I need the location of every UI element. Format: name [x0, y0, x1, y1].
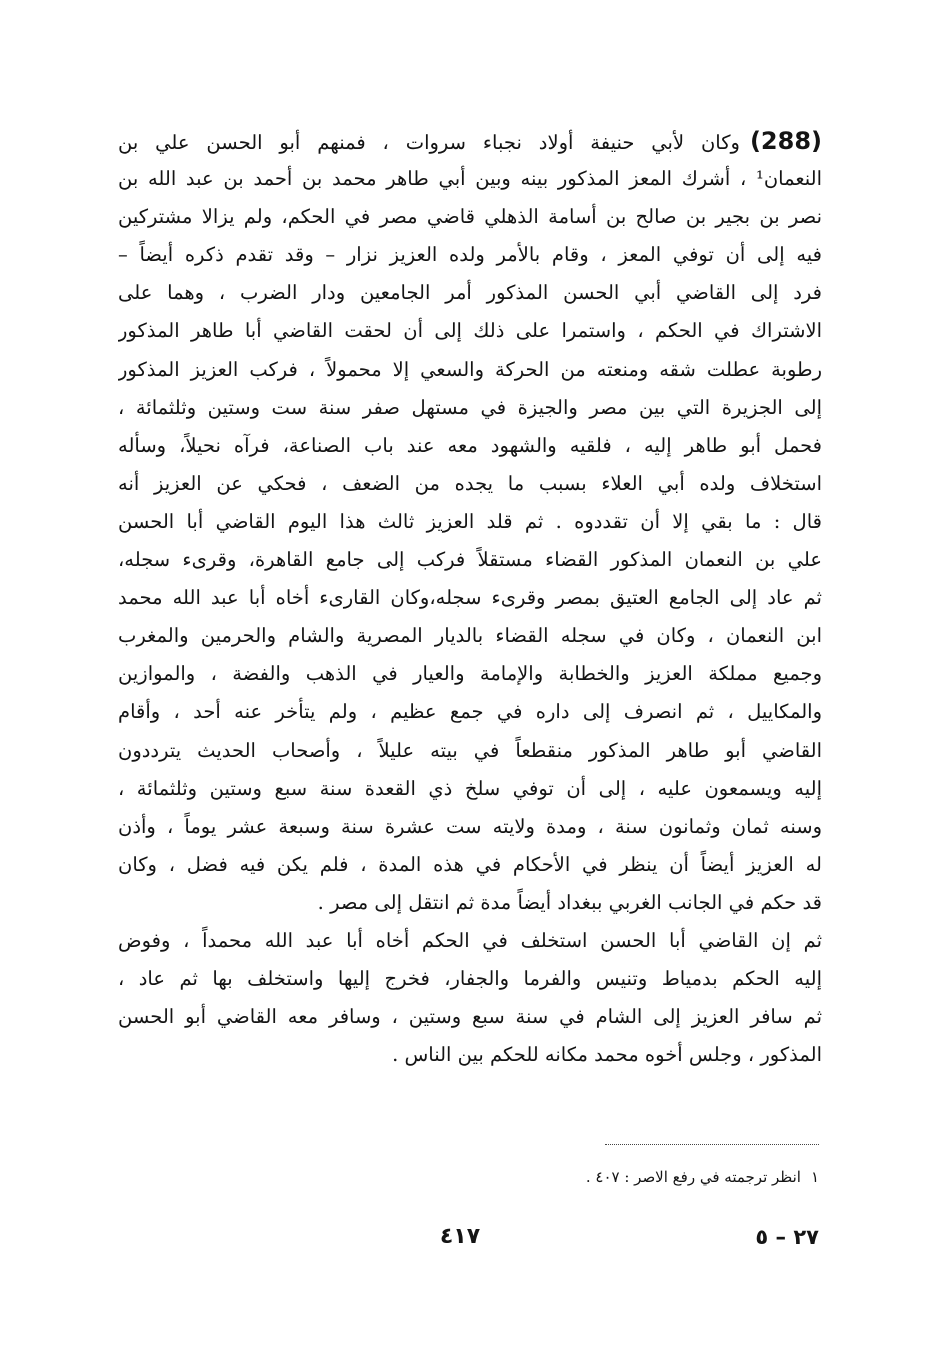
- text-line-15: وجميع مملكة العزيز والخطابة والإمامة والعيار في الذهب والفضة ، والموازين: [118, 662, 822, 686]
- text-line-1-content: وكان لأبي حنيفة أولاد نجباء سروات ، فمنهم أبو الحسن علي بن: [118, 131, 740, 154]
- text-line-3: نصر بن بجير بن صالح بن أسامة الذهلي قاضي مصر في الحكم، ولم يزالا مشتركين: [118, 205, 822, 229]
- text-line-19: وسنه ثمان وثمانون سنة ، ومدة ولايته ست عشرة سنة وسبعة عشر يوماً ، وأذن: [118, 814, 822, 838]
- text-line-6: الاشتراك في الحكم ، واستمرا على ذلك إلى أن لحقت القاضي أبا طاهر المذكور: [118, 319, 822, 343]
- footnote-divider: [605, 1144, 819, 1145]
- text-line-7: رطوبة عطلت شقه ومنعته من الحركة والسعي إلا محمولاً ، فركب العزيز المذكور: [118, 357, 822, 381]
- text-line-2: النعمان¹ ، أشرك المعز المذكور بينه وبين أبي طاهر محمد بن أحمد بن عبد الله بن: [118, 167, 822, 191]
- text-line-23: إليه الحكم بدمياط وتنيس والفرما والجفار، فخرج إليها واستخلف بها ثم عاد ،: [118, 967, 822, 991]
- text-line-12: علي بن النعمان المذكور القضاء مستقلاً فركب إلى جامع القاهرة، وقرىء سجله،: [118, 548, 822, 572]
- text-line-13: ثم عاد إلى الجامع العتيق بمصر وقرىء سجله،وكان القارىء أخاه أبا عبد الله محمد: [118, 586, 822, 610]
- text-line-9: فحمل أبو طاهر إليه ، فلقيه والشهود معه عند باب الصناعة، فرآه نحيلاً، وسأله: [118, 433, 822, 457]
- footnote-marker: ١: [810, 1168, 819, 1186]
- footnote-text: انظر ترجمته في رفع الاصر : ٤٠٧ .: [585, 1168, 801, 1186]
- footnote: [119, 1162, 819, 1192]
- main-text: [118, 122, 822, 1074]
- text-line-21: قد حكم في الجانب الغربي ببغداد أيضاً مدة ثم انتقل إلى مصر .: [317, 890, 822, 914]
- text-line-25: المذكور ، وجلس أخوه محمد مكانه للحكم بين الناس .: [392, 1043, 822, 1067]
- text-line-10: استخلاف ولده أبي العلاء بسبب ما يجده من الضعف ، فحكي عن العزيز أنه: [118, 471, 822, 495]
- text-line-18: إليه ويسمعون عليه ، إلى أن توفي سلخ ذي القعدة سنة سبع وستين وثلثمائة ،: [118, 776, 822, 800]
- text-line-16: والمكاييل ، ثم انصرف إلى داره في جمع عظيم ، ولم يتأخر عنه أحد ، وأقام: [118, 700, 822, 724]
- text-line-5: فرد إلى القاضي أبي الحسن المذكور أمر الجامعين ودار الضرب ، وهما على: [118, 281, 822, 305]
- page-number: ٤١٧: [439, 1224, 481, 1249]
- text-line-20: له العزيز أيضاً أن ينظر في الأحكام في هذه المدة ، فلم يكن فيه فضل ، وكان: [118, 852, 822, 876]
- text-line-1: [118, 122, 822, 160]
- text-line-22: ثم إن القاضي أبا الحسن استخلف في الحكم أخاه أبا عبد الله محمداً ، وفوض: [118, 928, 822, 952]
- text-line-14: ابن النعمان ، وكان في سجله القضاء بالديار المصرية والشام والحرمين والمغرب: [118, 624, 822, 648]
- entry-number: (288): [749, 127, 822, 155]
- signature-mark: ٢٧ – ٥: [755, 1225, 819, 1249]
- text-line-8: إلى الجزيرة التي بين مصر والجيزة في مستهل صفر سنة ست وستين وثلثمائة ،: [118, 395, 822, 419]
- text-line-24: ثم سافر العزيز إلى الشام في سنة سبع وستين ، وسافر معه القاضي أبو الحسن: [118, 1005, 822, 1029]
- text-line-17: القاضي أبو طاهر المذكور منقطعاً في بيته عليلاً ، وأصحاب الحديث يترددون: [118, 738, 822, 762]
- text-line-4: فيه إلى أن توفي المعز ، وقام بالأمر ولده العزيز نزار – وقد تقدم ذكره أيضاً –: [118, 243, 822, 267]
- text-line-11: قال : ما بقي إلا أن تقددوه . ثم قلد العزيز ثالث هذا اليوم القاضي أبا الحسن: [118, 509, 822, 533]
